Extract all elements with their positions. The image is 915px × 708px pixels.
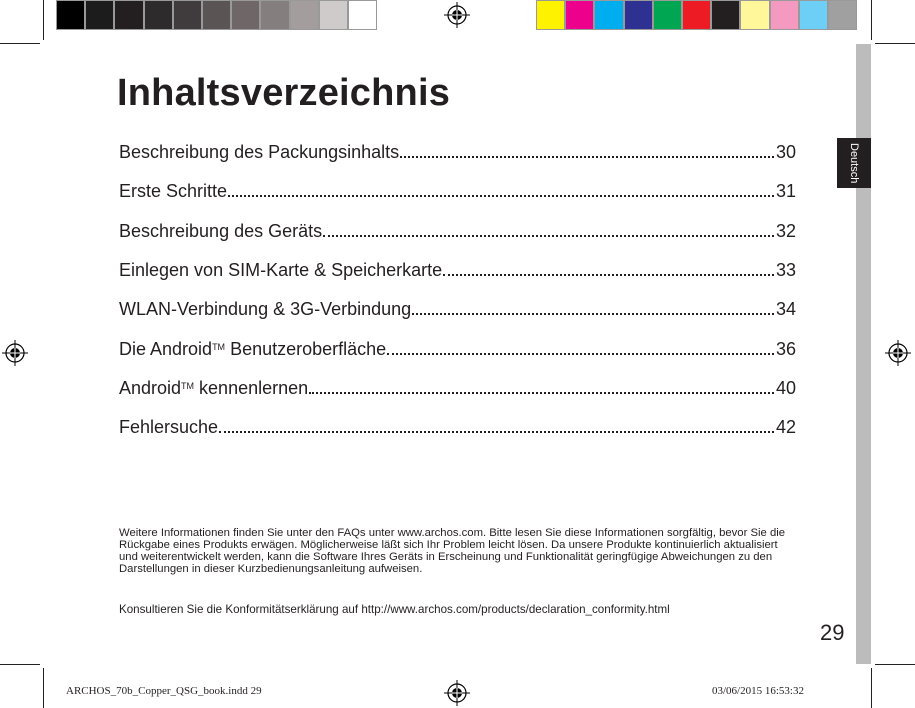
toc-dot-leader xyxy=(219,431,774,433)
toc-entry[interactable] xyxy=(119,176,796,202)
toc-entry[interactable] xyxy=(119,255,796,281)
color-swatch xyxy=(624,0,653,30)
color-swatch xyxy=(828,0,857,30)
toc-entry-title: Beschreibung des Packungsinhalts xyxy=(119,142,400,162)
color-swatch xyxy=(260,0,289,30)
toc-dot-leader xyxy=(228,195,774,197)
toc-entry[interactable] xyxy=(119,137,796,163)
crop-mark xyxy=(875,43,915,44)
color-swatch xyxy=(711,0,740,30)
conformity-notice: Konsultieren Sie die Konformitätserklärung auf http://www.archos.com/products/declaration_conformity.html xyxy=(119,603,670,616)
crop-mark xyxy=(875,664,915,665)
registration-mark-icon xyxy=(2,340,28,366)
toc-dot-leader xyxy=(412,313,774,315)
toc-entry-title: Android™ kennenlernen xyxy=(119,377,309,398)
crop-mark xyxy=(871,668,872,708)
toc-page-number: 40 xyxy=(775,377,796,398)
toc-entry-title: Einlegen von SIM-Karte & Speicherkarte xyxy=(119,259,443,280)
toc-dot-leader xyxy=(387,353,774,355)
trademark-superscript: TM xyxy=(181,380,195,391)
toc-dot-leader xyxy=(400,156,774,158)
toc-page-number: 34 xyxy=(775,299,796,320)
toc-entry-title: Erste Schritte xyxy=(119,181,228,202)
crop-mark xyxy=(43,0,44,40)
color-swatch xyxy=(565,0,594,30)
color-swatch xyxy=(653,0,682,30)
color-swatch xyxy=(682,0,711,30)
color-swatch xyxy=(348,0,377,30)
language-tab-label: Deutsch xyxy=(848,142,860,184)
toc-page-number: 33 xyxy=(775,259,796,280)
info-paragraph: Weitere Informationen finden Sie unter den FAQs unter www.archos.com. Bitte lesen Sie diese Informationen sorgfältig, bevor Sie die Rückgabe eines Produkts erwägen. Möglicherweise läßt sich Ihr Problem leicht lösen. Da unsere Produkte kontinuierlich aktualisiert und weiterentwickelt werden, kann die Software Ihres Geräts in Erscheinung und Funktionalität geringfügige Abweichungen zu den Darstellungen in dieser Kurzbedienungsanleitung aufweisen. xyxy=(119,527,786,575)
toc-page-number: 31 xyxy=(775,181,796,202)
color-swatch xyxy=(770,0,799,30)
color-swatch xyxy=(144,0,173,30)
toc-entry[interactable] xyxy=(119,373,796,399)
slug-filename: ARCHOS_70b_Copper_QSG_book.indd 29 xyxy=(66,685,262,697)
crop-mark xyxy=(0,43,40,44)
color-swatch xyxy=(740,0,769,30)
crop-mark xyxy=(0,664,40,665)
crop-mark xyxy=(43,668,44,708)
color-swatch xyxy=(85,0,114,30)
toc-entry[interactable] xyxy=(119,412,796,438)
color-swatch xyxy=(56,0,85,30)
toc-dot-leader xyxy=(309,392,774,394)
toc-entry-title: Beschreibung des Geräts xyxy=(119,220,323,241)
toc-page-number: 36 xyxy=(775,338,796,359)
color-swatch xyxy=(173,0,202,30)
slug-timestamp: 03/06/2015 16:53:32 xyxy=(712,685,804,697)
color-swatch xyxy=(536,0,565,30)
toc-dot-leader xyxy=(323,235,774,237)
toc-page-number: 30 xyxy=(775,142,796,162)
toc-entry[interactable] xyxy=(119,216,796,242)
toc-entry-title: Fehlersuche xyxy=(119,417,219,438)
color-swatch xyxy=(290,0,319,30)
toc-page-number: 42 xyxy=(775,417,796,438)
color-swatch xyxy=(319,0,348,30)
registration-mark-icon xyxy=(885,340,911,366)
registration-mark-icon xyxy=(444,2,470,28)
color-swatch xyxy=(202,0,231,30)
color-swatch xyxy=(799,0,828,30)
page-number: 29 xyxy=(820,620,845,645)
registration-mark-icon xyxy=(444,680,470,706)
trademark-superscript: TM xyxy=(212,341,226,352)
toc-page-number: 32 xyxy=(775,220,796,241)
side-margin-bar xyxy=(856,44,871,664)
color-swatch xyxy=(114,0,143,30)
toc-entry[interactable] xyxy=(119,334,796,360)
toc-entry-title: Die Android™ Benutzeroberfläche xyxy=(119,338,387,359)
crop-mark xyxy=(871,0,872,40)
page-title: Inhaltsverzeichnis xyxy=(117,72,451,114)
color-swatch xyxy=(594,0,623,30)
toc-dot-leader xyxy=(443,274,774,276)
toc-entry-title: WLAN-Verbindung & 3G-Verbindung xyxy=(119,299,412,320)
color-swatch xyxy=(231,0,260,30)
toc-entry[interactable] xyxy=(119,294,796,320)
